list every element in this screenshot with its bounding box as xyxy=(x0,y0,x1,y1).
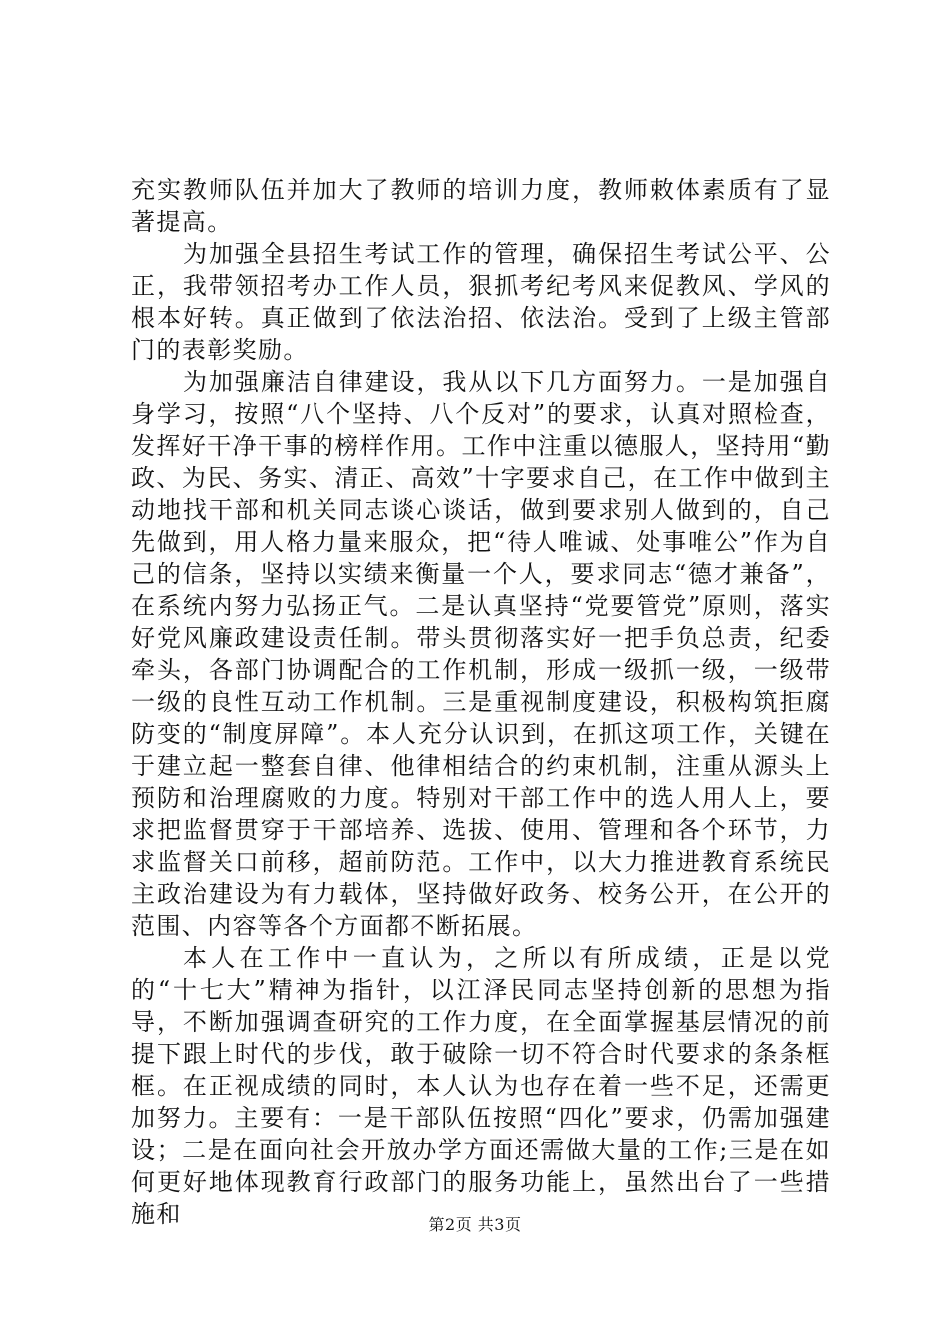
page-number-footer: 第2页 共3页 xyxy=(428,1215,522,1234)
document-body xyxy=(131,174,831,1230)
paragraph-4: 本人在工作中一直认为，之所以有所成绩，正是以党的“十七大”精神为指针，以江泽民同志坚持创新的思想为指导，不断加强调查研究的工作力度，在全面掌握基层情况的前提下跟上时代的步伐，敢于破除一切不符合时代要求的条条框框。在正视成绩的同时，本人认为也存在着一些不足，还需更加努力。主要有：一是干部队伍按照“四化”要求，仍需加强建设；二是在面向社会开放办学方面还需做大量的工作;三是在如何更好地体现教育行政部门的服务功能上，虽然出台了一些措施和 xyxy=(131,944,831,1228)
paragraph-3: 为加强廉洁自律建设，我从以下几方面努力。一是加强自身学习，按照“八个坚持、八个反对”的要求，认真对照检查，发挥好干净干事的榜样作用。工作中注重以德服人，坚持用“勤政、为民、务实、清正、高效”十字要求自己，在工作中做到主动地找干部和机关同志谈心谈话，做到要求别人做到的，自己先做到，用人格力量来服众，把“待人唯诚、处事唯公”作为自己的信条，坚持以实绩来衡量一个人，要求同志“德才兼备”，在系统内努力弘扬正气。二是认真坚持“党要管党”原则，落实好党风廉政建设责任制。带头贯彻落实好一把手负总责，纪委牵头，各部门协调配合的工作机制，形成一级抓一级，一级带一级的良性互动工作机制。三是重视制度建设，积极构筑拒腐防变的“制度屏障”。本人充分认识到，在抓这项工作，关键在于建立起一整套自律、他律相结合的约束机制，注重从源头上预防和治理腐败的力度。特别对干部工作中的选人用人上，要求把监督贯穿于干部培养、选拔、使用、管理和各个环节，力求监督关口前移，超前防范。工作中，以大力推进教育系统民主政治建设为有力载体，坚持做好政务、校务公开，在公开的范围、内容等各个方面都不断拓展。 xyxy=(131,368,831,940)
paragraph-1: 充实教师队伍并加大了教师的培训力度，教师敕体素质有了显著提高。 xyxy=(131,176,831,236)
paragraph-2: 为加强全县招生考试工作的管理，确保招生考试公平、公正，我带领招考办工作人员，狠抓考纪考风来促教风、学风的根本好转。真正做到了依法治招、依法治。受到了上级主管部门的表彰奖励。 xyxy=(131,240,831,364)
